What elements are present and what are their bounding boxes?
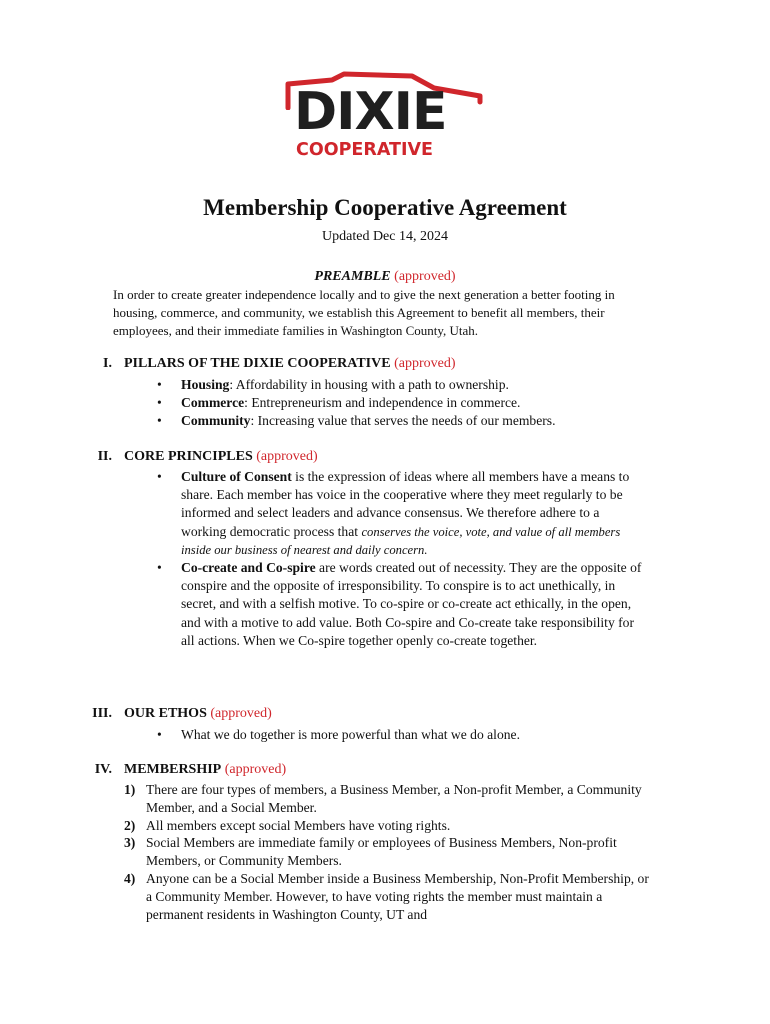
list-item: • Housing: Affordability in housing with a path to ownership. <box>155 376 647 394</box>
list-item: • Commerce: Entrepreneurism and independence in commerce. <box>155 394 647 412</box>
section-heading <box>124 761 286 779</box>
list-item: 2) All members except social Members have voting rights. <box>124 817 451 833</box>
section-heading <box>124 355 456 373</box>
logo-subword: COOPERATIVE <box>296 140 433 160</box>
section-heading <box>124 705 272 723</box>
page-title: Membership Cooperative Agreement <box>203 195 567 220</box>
section-status: (approved) <box>394 356 456 371</box>
section-numeral: IV. <box>94 762 112 777</box>
section-status: (approved) <box>224 762 287 777</box>
preamble-text: In order to create greater independence locally and to give the next generation a better footing in housing, commerce, and community, we establish this Agreement to benefit all members, their employees, and their immediate families in Washington County, Utah. <box>113 287 615 338</box>
section-heading-label: OUR ETHOS <box>124 706 207 721</box>
list-item: • Co-create and Co-spire are words created out of necessity. They are the opposite of conspire and the opposite of irresponsibility. To conspire is to act unethically, in secret, and with a selfish motive. To co-spire or co-create act ethically, in the open, and with a motive to add value. Both Co-spire and Co-create take responsibility for all actions. When we Co-spire together openly co-create together. <box>155 559 647 650</box>
section-numeral: III. <box>92 706 112 721</box>
membership-list <box>124 781 654 923</box>
section-heading-label: CORE PRINCIPLES <box>124 449 253 464</box>
pillars-list <box>155 376 647 431</box>
section-heading-label: PILLARS OF THE DIXIE COOPERATIVE <box>124 356 391 371</box>
preamble-heading <box>0 268 770 286</box>
updated-date: Updated Dec 14, 2024 <box>322 229 448 244</box>
principles-list <box>155 468 647 650</box>
list-item: 1) There are four types of members, a Business Member, a Non-profit Member, a Community Member, and a Social Member. <box>124 782 642 815</box>
list-item: • Community: Increasing value that serves the needs of our members. <box>155 412 647 430</box>
section-heading <box>124 448 318 466</box>
ethos-list <box>155 726 647 744</box>
preamble-status: (approved) <box>394 269 456 284</box>
section-numeral: II. <box>97 449 112 464</box>
section-numeral: I. <box>103 356 112 371</box>
list-item: • What we do together is more powerful than what we do alone. <box>155 726 647 744</box>
section-heading-label: MEMBERSHIP <box>124 762 222 777</box>
section-status: (approved) <box>256 449 318 464</box>
list-item: 4) Anyone can be a Social Member inside a Business Membership, Non-Profit Membership, or a Community Member. However, to have voting rights the member must maintain a permanent residents in Washington County, UT and <box>124 870 649 922</box>
list-item: • Culture of Consent is the expression of ideas where all members have a means to share. Each member has voice in the cooperative where they meet regularly to be informed and select leaders and advance consensus. We therefore adhere to a working democratic process that conserves the voice, vote, and value of all members inside our business of nearest and daily concern. <box>155 468 647 559</box>
preamble-label: PREAMBLE <box>314 269 391 284</box>
logo-wordmark: DIXIE <box>294 82 447 142</box>
section-status: (approved) <box>210 706 272 721</box>
list-item: 3) Social Members are immediate family or employees of Business Members, Non-profit Members, or Community Members. <box>124 835 617 869</box>
dixie-cooperative-logo <box>284 70 484 162</box>
